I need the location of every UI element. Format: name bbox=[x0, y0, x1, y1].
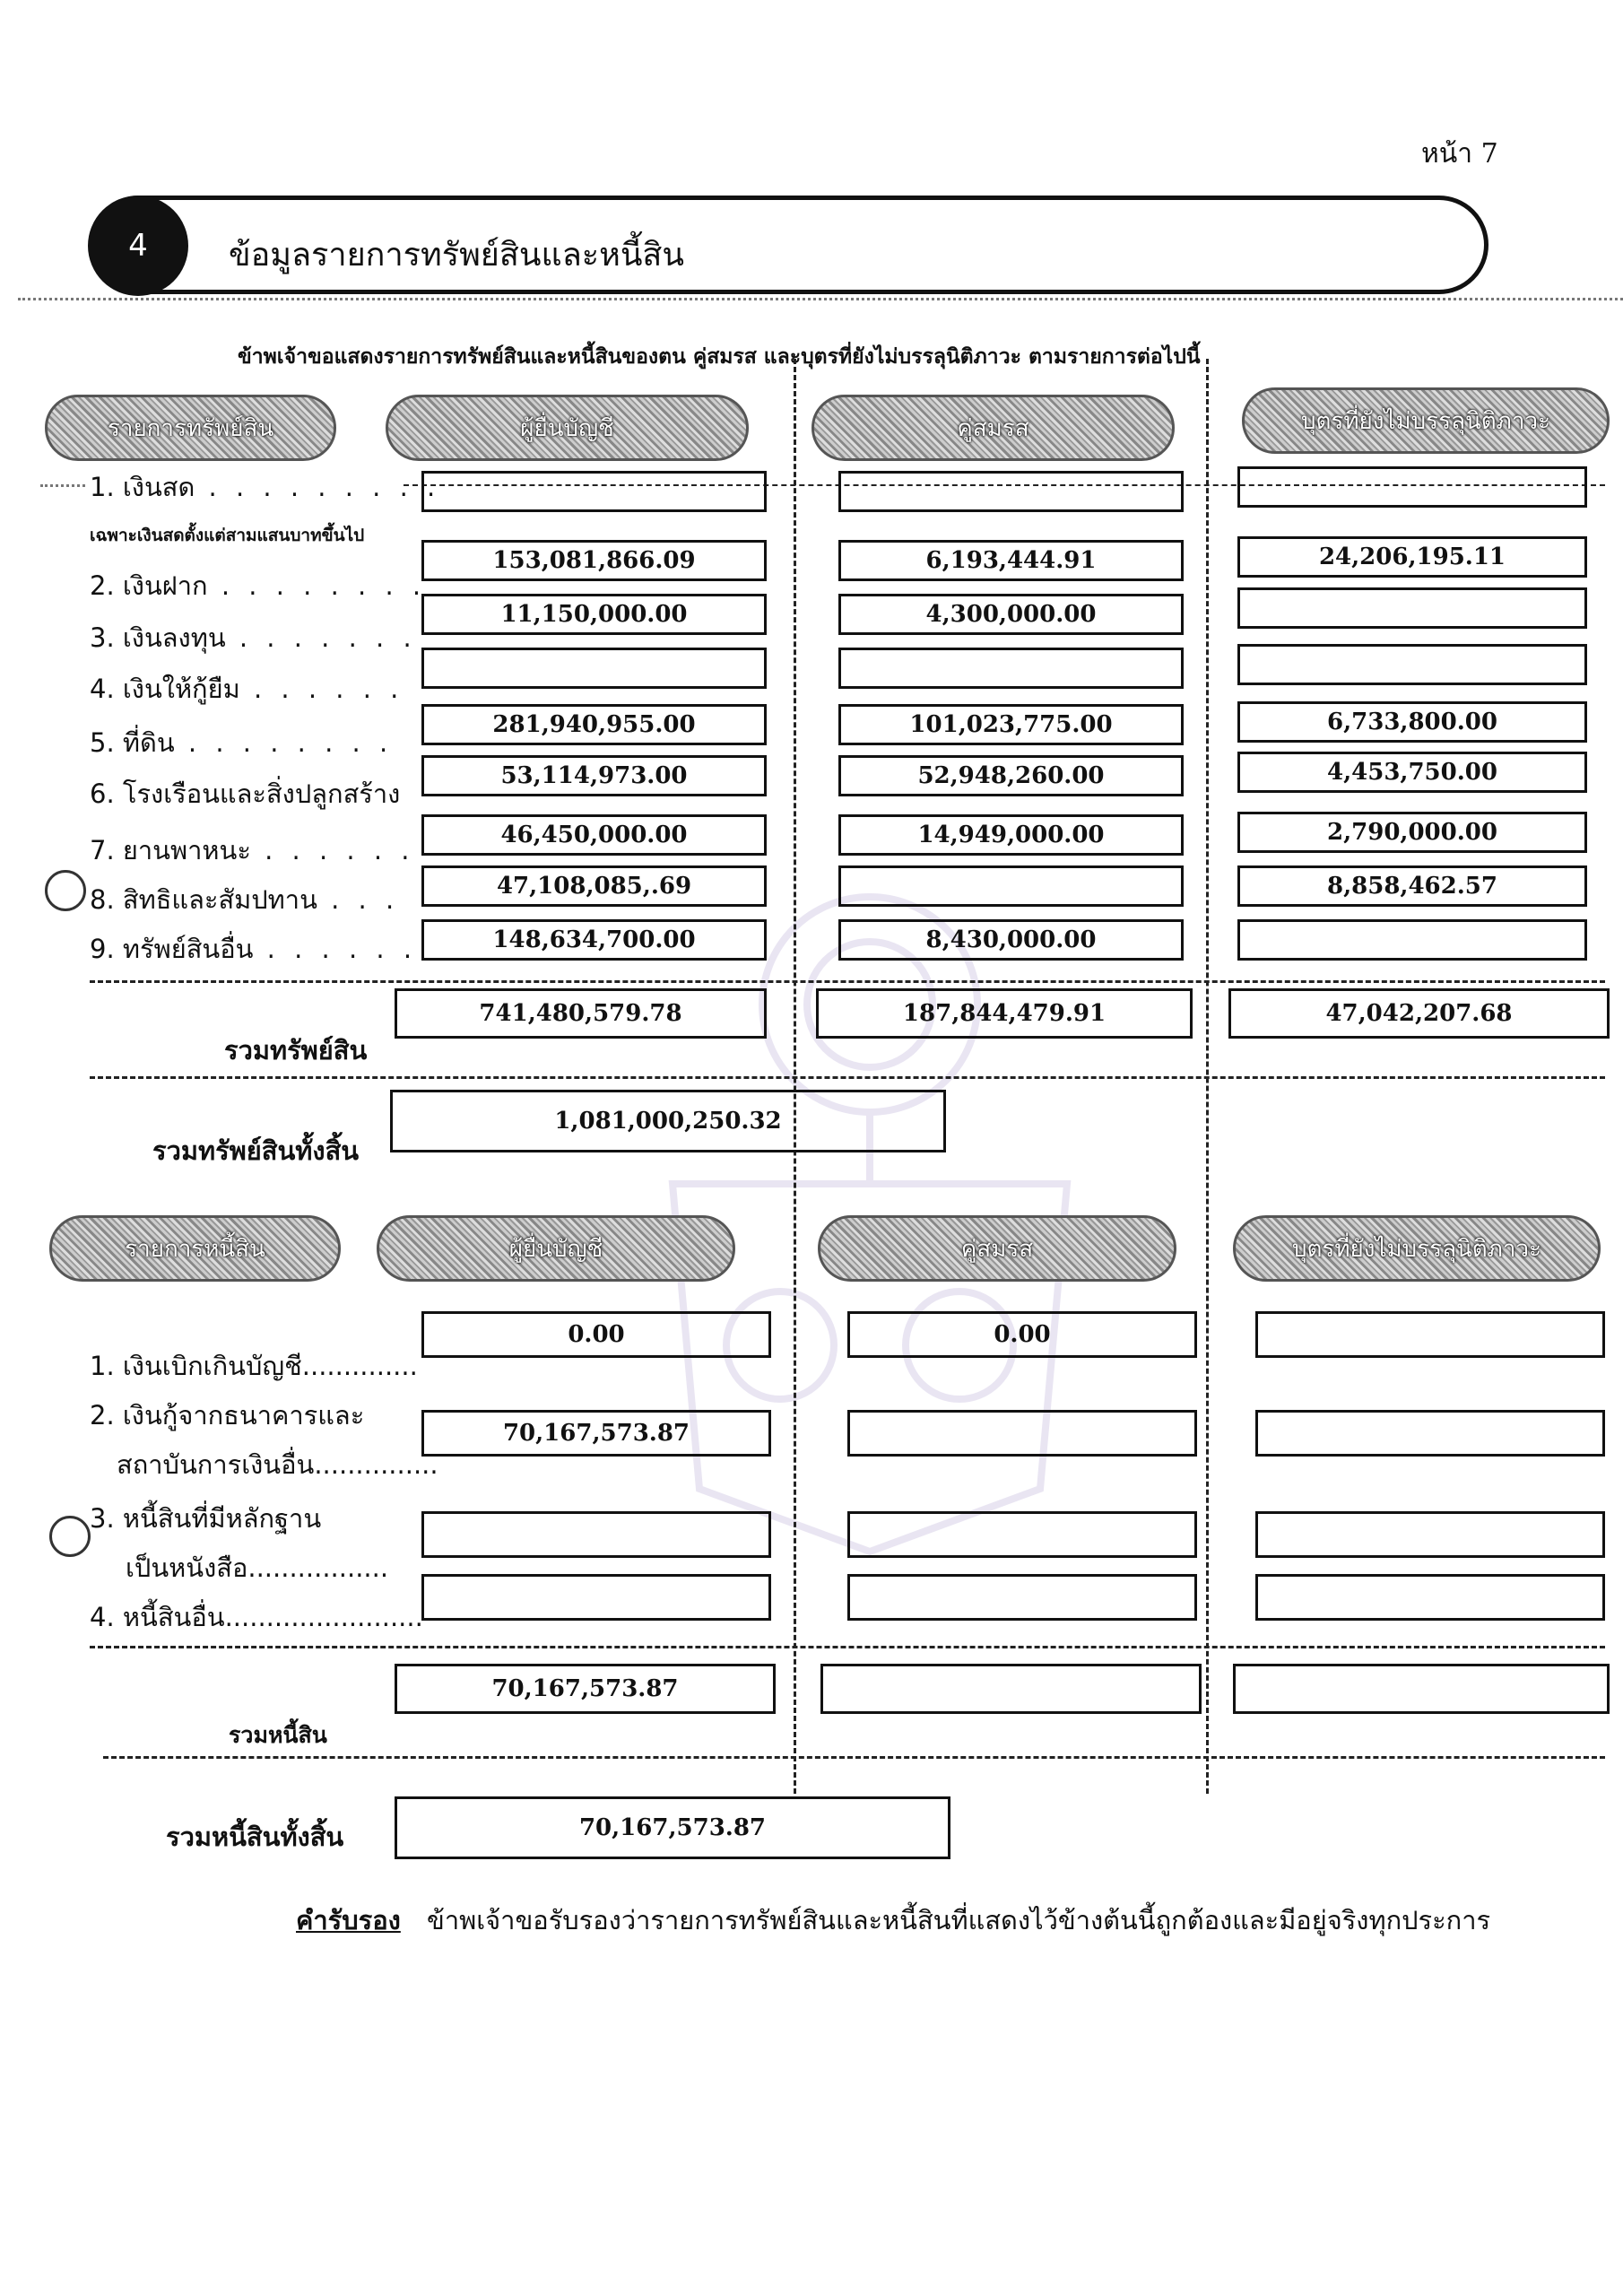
liability-overdraft-child bbox=[1255, 1311, 1605, 1358]
dotted-leader bbox=[40, 484, 85, 487]
asset-other-spouse: 8,430,000.00 bbox=[838, 919, 1184, 961]
asset-vehicle-filer: 46,450,000.00 bbox=[421, 814, 767, 856]
liability-documented-spouse bbox=[847, 1511, 1197, 1558]
punch-hole-icon bbox=[49, 1516, 91, 1557]
liability-other-child bbox=[1255, 1574, 1605, 1621]
liability-other-filer bbox=[421, 1574, 771, 1621]
asset-investment-spouse: 4,300,000.00 bbox=[838, 594, 1184, 635]
dashed-divider bbox=[90, 1076, 1605, 1079]
dashed-divider bbox=[90, 1646, 1605, 1648]
liability-row-label: 2. เงินกู้จากธนาคารและ bbox=[90, 1400, 365, 1431]
liability-subtotal-spouse bbox=[820, 1664, 1202, 1714]
asset-rights-filer: 47,108,085,.69 bbox=[421, 865, 767, 907]
liability-row-label-cont: เป็นหนังสือ................. bbox=[126, 1552, 389, 1583]
intro-text: ข้าพเจ้าขอแสดงรายการทรัพย์สินและหนี้สินของตน คู่สมรส และบุตรที่ยังไม่บรรลุนิติภาวะ ตามรายการต่อไปนี้ bbox=[238, 345, 1201, 369]
asset-row-label: 7. ยานพาหนะ . . . . . . bbox=[90, 835, 415, 865]
asset-subtotal-label: รวมทรัพย์สิน bbox=[224, 1035, 368, 1065]
asset-subtotal-filer: 741,480,579.78 bbox=[395, 988, 767, 1039]
asset-subtotal-spouse: 187,844,479.91 bbox=[816, 988, 1193, 1039]
certification-title: คำรับรอง bbox=[296, 1905, 401, 1935]
asset-header-item: รายการทรัพย์สิน bbox=[45, 395, 336, 461]
dashed-divider bbox=[90, 980, 1605, 983]
liability-subtotal-child bbox=[1233, 1664, 1610, 1714]
dashed-divider bbox=[103, 1756, 1605, 1759]
certification-text: ข้าพเจ้าขอรับรองว่ารายการทรัพย์สินและหนี้สินที่แสดงไว้ข้างต้นนี้ถูกต้องและมีอยู่จริงทุกประการ bbox=[427, 1905, 1491, 1935]
asset-deposit-filer: 153,081,866.09 bbox=[421, 540, 767, 581]
liability-row-label: 4. หนี้สินอื่น........................ bbox=[90, 1602, 423, 1632]
liability-header-item: รายการหนี้สิน bbox=[49, 1215, 341, 1282]
asset-land-filer: 281,940,955.00 bbox=[421, 704, 767, 745]
asset-row-label: 1. เงินสด . . . . . . . . . bbox=[90, 472, 441, 502]
liability-header-spouse: คู่สมรส bbox=[818, 1215, 1176, 1282]
asset-land-spouse: 101,023,775.00 bbox=[838, 704, 1184, 745]
liability-overdraft-spouse: 0.00 bbox=[847, 1311, 1197, 1358]
asset-grand-total-label: รวมทรัพย์สินทั้งสิ้น bbox=[152, 1135, 360, 1166]
asset-other-child bbox=[1237, 919, 1587, 961]
asset-investment-child bbox=[1237, 587, 1587, 629]
liability-grand-total: 70,167,573.87 bbox=[395, 1796, 950, 1859]
asset-grand-total: 1,081,000,250.32 bbox=[390, 1090, 946, 1152]
asset-cash-child bbox=[1237, 466, 1587, 508]
punch-hole-icon bbox=[45, 870, 86, 911]
asset-rights-spouse bbox=[838, 865, 1184, 907]
section-title: ข้อมูลรายการทรัพย์สินและหนี้สิน bbox=[229, 237, 685, 274]
asset-row-label: 9. ทรัพย์สินอื่น . . . . . . bbox=[90, 934, 418, 964]
asset-row-label: 8. สิทธิและสัมปทาน . . . bbox=[90, 884, 400, 915]
liability-row-label: 1. เงินเบิกเกินบัญชี.............. bbox=[90, 1351, 418, 1381]
asset-row-label: 4. เงินให้กู้ยืม . . . . . . bbox=[90, 674, 404, 704]
asset-header-child: บุตรที่ยังไม่บรรลุนิติภาวะ bbox=[1242, 387, 1610, 454]
asset-row-label: 3. เงินลงทุน . . . . . . . bbox=[90, 622, 417, 653]
liability-subtotal-label: รวมหนี้สิน bbox=[229, 1722, 327, 1748]
dotted-divider bbox=[18, 298, 1623, 300]
page-number: หน้า 7 bbox=[1421, 138, 1498, 170]
asset-subtotal-child: 47,042,207.68 bbox=[1228, 988, 1610, 1039]
asset-loan-spouse bbox=[838, 648, 1184, 689]
asset-row-label: 6. โรงเรือนและสิ่งปลูกสร้าง bbox=[90, 778, 401, 809]
asset-building-filer: 53,114,973.00 bbox=[421, 755, 767, 796]
asset-cash-spouse bbox=[838, 471, 1184, 512]
asset-row-label: 2. เงินฝาก . . . . . . . . bbox=[90, 570, 427, 601]
liability-row-label: 3. หนี้สินที่มีหลักฐาน bbox=[90, 1503, 322, 1534]
asset-land-child: 6,733,800.00 bbox=[1237, 701, 1587, 743]
asset-vehicle-spouse: 14,949,000.00 bbox=[838, 814, 1184, 856]
liability-documented-child bbox=[1255, 1511, 1605, 1558]
asset-other-filer: 148,634,700.00 bbox=[421, 919, 767, 961]
liability-row-label-cont: สถาบันการเงินอื่น............... bbox=[117, 1449, 438, 1480]
liability-subtotal-filer: 70,167,573.87 bbox=[395, 1664, 776, 1714]
cash-note: เฉพาะเงินสดตั้งแต่สามแสนบาทขึ้นไป bbox=[90, 526, 365, 545]
asset-header-filer: ผู้ยื่นบัญชี bbox=[386, 395, 749, 461]
asset-building-spouse: 52,948,260.00 bbox=[838, 755, 1184, 796]
liability-documented-filer bbox=[421, 1511, 771, 1558]
asset-loan-filer bbox=[421, 648, 767, 689]
liability-bankloan-child bbox=[1255, 1410, 1605, 1457]
liability-bankloan-filer: 70,167,573.87 bbox=[421, 1410, 771, 1457]
liability-bankloan-spouse bbox=[847, 1410, 1197, 1457]
asset-vehicle-child: 2,790,000.00 bbox=[1237, 812, 1587, 853]
asset-deposit-child: 24,206,195.11 bbox=[1237, 536, 1587, 578]
certification bbox=[296, 1900, 1490, 1941]
asset-investment-filer: 11,150,000.00 bbox=[421, 594, 767, 635]
asset-deposit-spouse: 6,193,444.91 bbox=[838, 540, 1184, 581]
liability-other-spouse bbox=[847, 1574, 1197, 1621]
section-number: 4 bbox=[88, 196, 188, 296]
asset-header-spouse: คู่สมรส bbox=[812, 395, 1175, 461]
asset-row-label: 5. ที่ดิน . . . . . . . . bbox=[90, 727, 394, 758]
liability-overdraft-filer: 0.00 bbox=[421, 1311, 771, 1358]
asset-cash-filer bbox=[421, 471, 767, 512]
asset-rights-child: 8,858,462.57 bbox=[1237, 865, 1587, 907]
liability-header-filer: ผู้ยื่นบัญชี bbox=[377, 1215, 735, 1282]
liability-grand-total-label: รวมหนี้สินทั้งสิ้น bbox=[166, 1822, 344, 1852]
asset-loan-child bbox=[1237, 644, 1587, 685]
asset-building-child: 4,453,750.00 bbox=[1237, 752, 1587, 793]
liability-header-child: บุตรที่ยังไม่บรรลุนิติภาวะ bbox=[1233, 1215, 1601, 1282]
